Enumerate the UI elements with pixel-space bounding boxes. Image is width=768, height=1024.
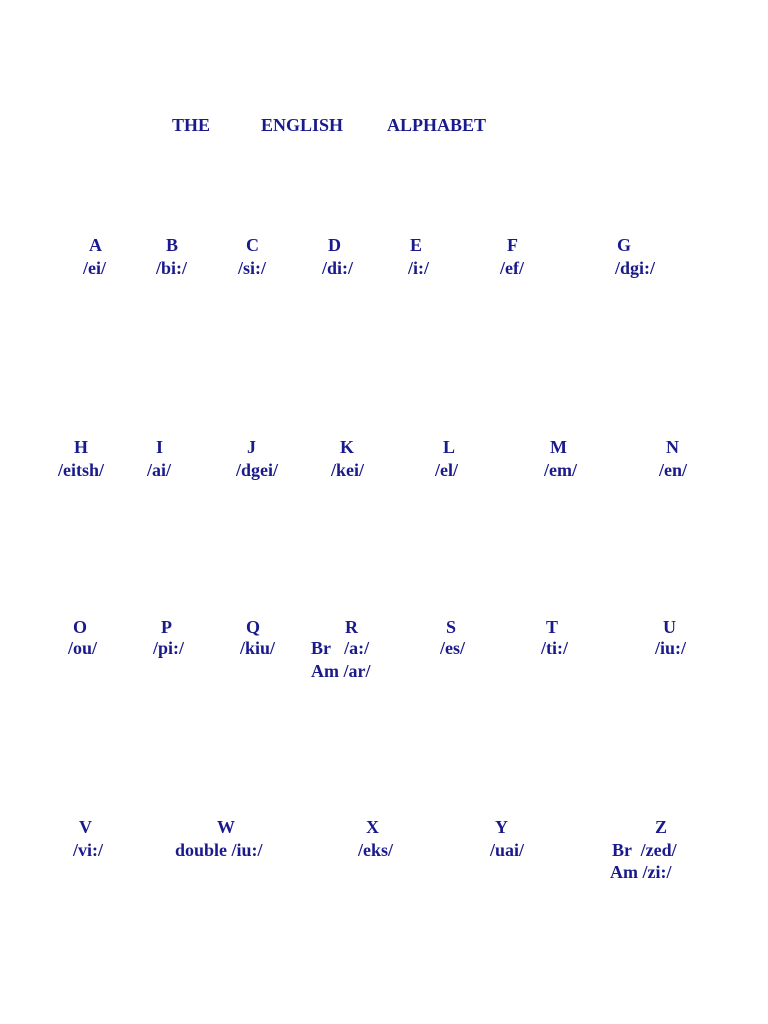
pron-x: /eks/ <box>358 840 394 860</box>
pron-g: /dgi:/ <box>615 258 656 278</box>
letter-y: Y <box>495 817 508 837</box>
pron-s: /es/ <box>440 638 465 658</box>
letter-q: Q <box>246 617 261 637</box>
title-word-english: ENGLISH <box>261 115 344 135</box>
letter-w: W <box>217 817 235 837</box>
pron-m: /em/ <box>544 460 577 480</box>
pron-d: /di:/ <box>322 258 354 278</box>
pron-a: /ei/ <box>83 258 106 278</box>
letter-z: Z <box>655 817 668 837</box>
letter-k: K <box>340 437 355 457</box>
pron-q: /kiu/ <box>240 638 276 658</box>
pron-r-british: Br /a:/ <box>311 638 370 658</box>
pron-r-american: Am /ar/ <box>311 661 371 681</box>
pron-z-british: Br /zed/ <box>612 840 677 860</box>
pron-u: /iu:/ <box>655 638 687 658</box>
pron-t: /ti:/ <box>541 638 568 658</box>
letter-p: P <box>161 617 172 637</box>
pron-p: /pi:/ <box>153 638 185 658</box>
title-word-the: THE <box>172 115 211 135</box>
pron-i: /ai/ <box>147 460 172 480</box>
letter-s: S <box>446 617 457 637</box>
letter-j: J <box>247 437 256 457</box>
letter-f: F <box>507 235 518 255</box>
pron-o: /ou/ <box>68 638 98 658</box>
letter-e: E <box>410 235 423 255</box>
letter-d: D <box>328 235 341 255</box>
pron-w: double /iu:/ <box>175 840 263 860</box>
pron-z-american: Am /zi:/ <box>610 862 672 882</box>
pron-y: /uai/ <box>490 840 525 860</box>
pron-l: /el/ <box>435 460 458 480</box>
pron-j: /dgei/ <box>236 460 279 480</box>
letter-h: H <box>74 437 89 457</box>
pron-h: /eitsh/ <box>58 460 105 480</box>
pron-n: /en/ <box>659 460 688 480</box>
pron-k: /kei/ <box>331 460 365 480</box>
pron-v: /vi:/ <box>73 840 103 860</box>
letter-x: X <box>366 817 379 837</box>
letter-c: C <box>246 235 259 255</box>
letter-i: I <box>156 437 164 457</box>
pron-f: /ef/ <box>500 258 524 278</box>
letter-a: A <box>89 235 102 255</box>
letter-t: T <box>546 617 559 637</box>
pron-e: /i:/ <box>408 258 429 278</box>
pron-b: /bi:/ <box>156 258 188 278</box>
letter-o: O <box>73 617 88 637</box>
letter-v: V <box>79 817 92 837</box>
pron-c: /si:/ <box>238 258 267 278</box>
letter-n: N <box>666 437 679 457</box>
letter-b: B <box>166 235 179 255</box>
letter-g: G <box>617 235 632 255</box>
letter-l: L <box>443 437 456 457</box>
title-word-alphabet: ALPHABET <box>387 115 487 135</box>
letter-u: U <box>663 617 676 637</box>
letter-m: M <box>550 437 567 457</box>
letter-r: R <box>345 617 358 637</box>
